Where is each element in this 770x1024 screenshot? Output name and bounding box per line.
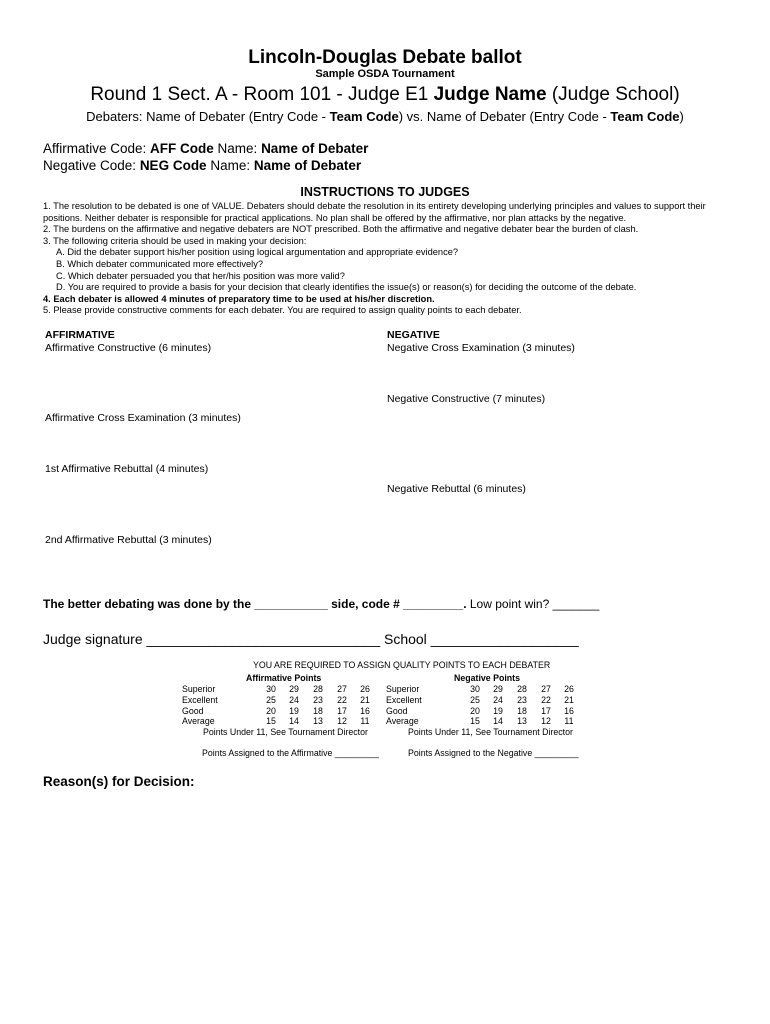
better-debating-line [43,597,599,611]
criteria-d: D. You are required to provide a basis for your decision that clearly identifies the issue(s) or reason(s) for deciding the outcome of the debate. [56,282,637,293]
round-line [0,84,770,106]
aff-point-value[interactable]: 13 [313,716,323,727]
debaters-text-a: Debaters: Name of Debater (Entry Code - [86,109,330,124]
neg-code-label: Negative Code: [43,158,140,173]
aff-point-value[interactable]: 17 [337,705,347,716]
aff-row-superior [182,684,382,695]
aff-point-value[interactable]: 27 [337,684,347,694]
aff-cross-examination: Affirmative Cross Examination (3 minutes) [45,412,241,424]
aff-row-label: Excellent [182,694,218,705]
aff-under-11-note: Points Under 11, See Tournament Director [203,727,368,737]
aff-row-average [182,716,382,727]
aff-point-value[interactable]: 23 [313,694,323,705]
neg-point-value[interactable]: 17 [541,705,551,716]
neg-under-11-note: Points Under 11, See Tournament Director [408,727,573,737]
neg-constructive: Negative Constructive (7 minutes) [387,393,546,405]
aff-point-value[interactable]: 16 [360,705,370,716]
neg-point-value[interactable]: 12 [541,716,551,727]
instruction-5: 5. Please provide constructive comments for each debater. You are required to assign quality points to each debater. [43,305,522,316]
neg-point-value[interactable]: 20 [470,705,480,716]
neg-point-value[interactable]: 21 [564,694,574,705]
instruction-2: 2. The burdens on the affirmative and negative debaters are NOT prescribed. Both the affirmative and negative debater bear the burden of clash. [43,224,639,235]
aff-code: AFF Code [150,141,214,156]
neg-point-value[interactable]: 15 [470,716,480,727]
aff-point-value[interactable]: 14 [289,716,299,727]
neg-row-good [386,706,586,717]
neg-row-superior [386,684,586,695]
neg-points-assigned[interactable]: Points Assigned to the Negative _________ [408,748,579,758]
neg-point-value[interactable]: 13 [517,716,527,727]
aff-point-value[interactable]: 26 [360,684,370,694]
aff-points-assigned[interactable]: Points Assigned to the Affirmative _________ [202,748,379,758]
aff-point-value[interactable]: 29 [289,684,299,694]
debaters-text-c: ) [679,109,684,124]
aff-code-line [43,141,368,156]
instructions-title: INSTRUCTIONS TO JUDGES [300,185,470,199]
criteria-a: A. Did the debater support his/her position using logical argumentation and appropriate evidence? [56,247,459,258]
instruction-3: 3. The following criteria should be used in making your decision: [43,235,307,246]
neg-point-value[interactable]: 26 [564,684,574,694]
instruction-1: 1. The resolution to be debated is one of VALUE. Debaters should debate the resolution in its entirety developing underlying principles and values to support their positions. Neither debater is responsible for practical applications. No plan shall be offered by the affirmative, nor plan attacks by the negative. [43,201,706,223]
neg-point-value[interactable]: 28 [517,684,527,694]
aff-row-label: Good [182,705,204,716]
aff-name-label: Name: [213,141,262,156]
neg-point-value[interactable]: 30 [470,684,480,694]
neg-point-value[interactable]: 19 [493,705,503,716]
neg-row-label: Excellent [386,694,422,705]
aff-point-value[interactable]: 30 [266,684,276,694]
aff-point-value[interactable]: 12 [337,716,347,727]
aff-rebuttal-1: 1st Affirmative Rebuttal (4 minutes) [45,463,209,475]
neg-row-excellent [386,695,586,706]
neg-row-label: Average [386,716,419,727]
neg-name-label: Name: [206,158,254,173]
instructions-list [43,201,733,317]
aff-points-title: Affirmative Points [246,673,322,683]
neg-point-value[interactable]: 23 [517,694,527,705]
team-code-1: Team Code [329,109,399,124]
aff-point-value[interactable]: 19 [289,705,299,716]
tournament-name: Sample OSDA Tournament [315,68,455,80]
neg-point-value[interactable]: 27 [541,684,551,694]
aff-code-label: Affirmative Code: [43,141,151,156]
judge-signature-line: Judge signature ______________________________ School ___________________ [43,631,579,647]
neg-rebuttal: Negative Rebuttal (6 minutes) [387,483,526,495]
aff-point-value[interactable]: 18 [313,705,323,716]
team-code-2: Team Code [610,109,680,124]
aff-point-value[interactable]: 21 [360,694,370,705]
neg-point-value[interactable]: 11 [564,716,574,727]
aff-row-good [182,706,382,717]
ballot-title: Lincoln-Douglas Debate ballot [248,47,522,68]
debaters-text-b: ) vs. Name of Debater (Entry Code - [398,109,611,124]
aff-point-value[interactable]: 20 [266,705,276,716]
affirmative-heading: AFFIRMATIVE [45,329,115,341]
round-info: Round 1 Sect. A - Room 101 - Judge E1 [90,84,434,105]
criteria-b: B. Which debater communicated more effectively? [56,258,264,269]
neg-points-table [386,684,586,727]
aff-row-excellent [182,695,382,706]
neg-point-value[interactable]: 24 [493,694,503,705]
aff-point-value[interactable]: 28 [313,684,323,694]
neg-code-line [43,158,361,173]
neg-point-value[interactable]: 29 [493,684,503,694]
reasons-for-decision-heading: Reason(s) for Decision: [43,774,195,789]
neg-point-value[interactable]: 22 [541,694,551,705]
low-point-win: Low point win? _______ [466,597,600,611]
aff-rebuttal-2: 2nd Affirmative Rebuttal (3 minutes) [45,534,212,546]
instruction-4: 4. Each debater is allowed 4 minutes of preparatory time to be used at his/her discretion. [43,293,435,304]
aff-point-value[interactable]: 11 [360,716,370,727]
judge-school: (Judge School) [546,84,680,105]
debaters-line [0,109,770,124]
aff-points-table [182,684,382,727]
neg-row-average [386,716,586,727]
aff-name: Name of Debater [261,141,369,156]
judge-name: Judge Name [433,84,547,105]
aff-point-value[interactable]: 22 [337,694,347,705]
neg-row-label: Good [386,705,408,716]
neg-row-label: Superior [386,684,420,694]
neg-points-title: Negative Points [454,673,520,683]
neg-cross-examination: Negative Cross Examination (3 minutes) [387,342,575,354]
negative-heading: NEGATIVE [387,329,440,341]
aff-row-label: Superior [182,684,216,694]
aff-point-value[interactable]: 24 [289,694,299,705]
neg-code: NEG Code [139,158,207,173]
aff-row-label: Average [182,716,215,727]
neg-point-value[interactable]: 18 [517,705,527,716]
aff-constructive: Affirmative Constructive (6 minutes) [45,342,212,354]
aff-point-value[interactable]: 25 [266,694,276,705]
better-debating-text: The better debating was done by the ___________ side, code # _________. [43,597,467,611]
points-required-note: YOU ARE REQUIRED TO ASSIGN QUALITY POINTS TO EACH DEBATER [253,660,551,670]
aff-point-value[interactable]: 15 [266,716,276,727]
criteria-c: C. Which debater persuaded you that her/his position was more valid? [56,270,345,281]
neg-name: Name of Debater [253,158,362,173]
neg-point-value[interactable]: 14 [493,716,503,727]
neg-point-value[interactable]: 25 [470,694,480,705]
neg-point-value[interactable]: 16 [564,705,574,716]
